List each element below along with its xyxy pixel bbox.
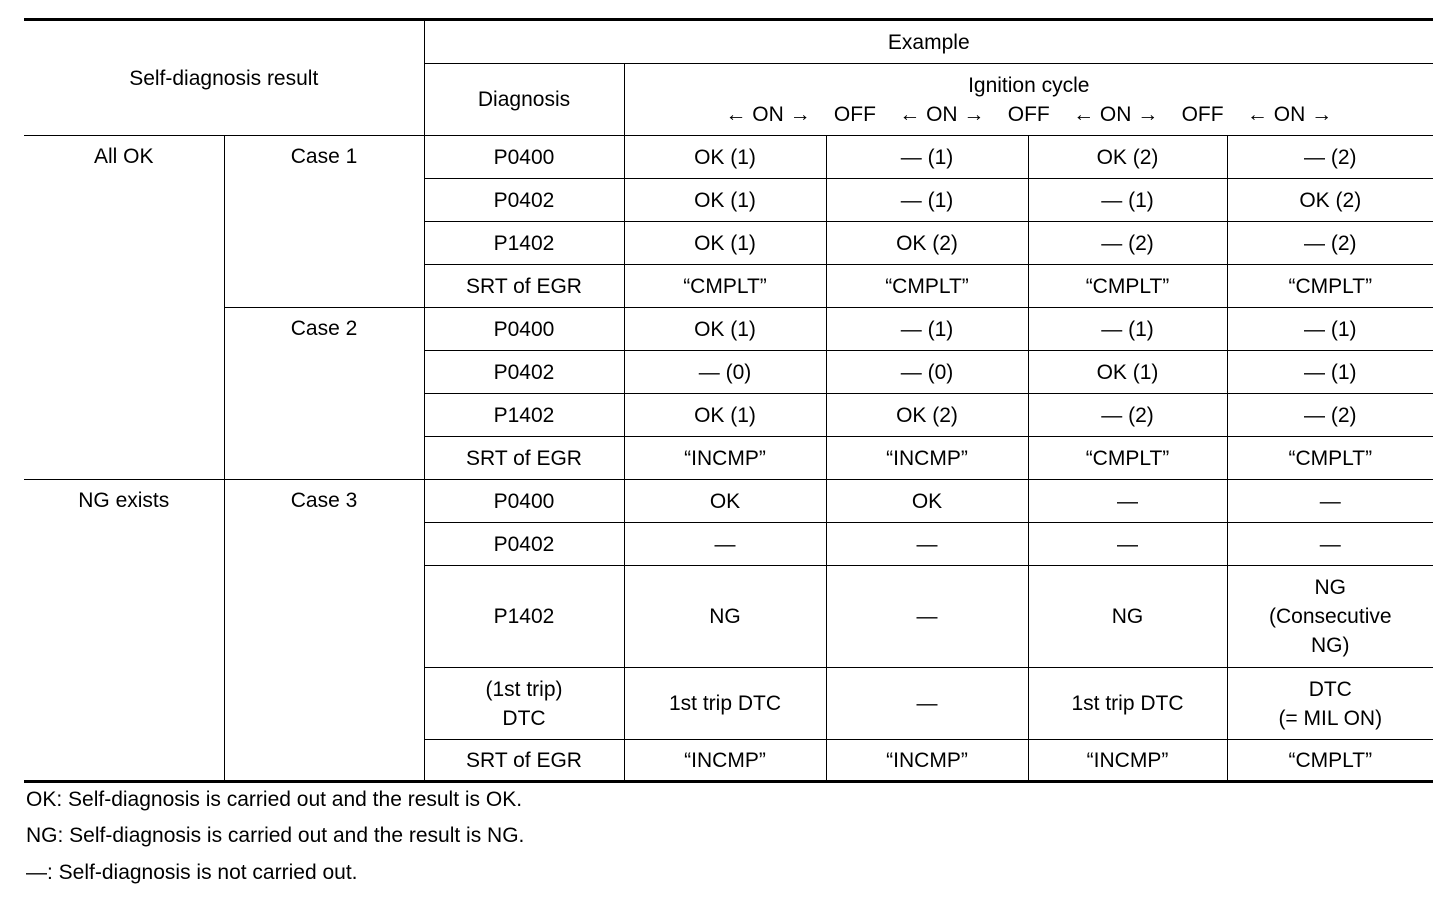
ignition-result-cell: OK (1) xyxy=(624,394,826,437)
ignition-result-cell: “CMPLT” xyxy=(1028,265,1227,308)
ignition-result-cell: — (2) xyxy=(1227,394,1433,437)
ignition-result-cell: NG xyxy=(1028,566,1227,668)
ignition-result-cell: — (1) xyxy=(826,136,1028,179)
diagnosis-cell: SRT of EGR xyxy=(424,437,624,480)
ignition-result-cell: — xyxy=(1028,480,1227,523)
ignition-result-cell: “CMPLT” xyxy=(624,265,826,308)
ignition-result-cell: — xyxy=(826,668,1028,740)
note-ng: NG: Self-diagnosis is carried out and the result is NG. xyxy=(26,824,525,847)
ignition-result-cell: — (0) xyxy=(624,351,826,394)
ignition-result-cell: OK xyxy=(624,480,826,523)
ignition-result-cell: OK (1) xyxy=(624,179,826,222)
diagnosis-cell: SRT of EGR xyxy=(424,740,624,782)
ignition-result-cell: — (2) xyxy=(1227,222,1433,265)
ignition-result-cell: “INCMP” xyxy=(624,740,826,782)
header-example: Example xyxy=(424,20,1433,64)
diagnosis-cell: P0400 xyxy=(424,480,624,523)
table-row xyxy=(24,136,1433,179)
ignition-result-cell: OK (1) xyxy=(624,222,826,265)
ignition-result-cell: — (1) xyxy=(1227,351,1433,394)
ignition-result-cell: — xyxy=(826,566,1028,668)
ignition-result-cell: “INCMP” xyxy=(1028,740,1227,782)
header-self-diagnosis-result: Self-diagnosis result xyxy=(24,20,424,136)
ignition-result-cell: NG (Consecutive NG) xyxy=(1227,566,1433,668)
ignition-result-cell: OK (1) xyxy=(624,308,826,351)
ignition-result-cell: — xyxy=(1028,523,1227,566)
ignition-result-cell: — xyxy=(624,523,826,566)
ignition-result-cell: — xyxy=(1227,480,1433,523)
group-label: All OK xyxy=(24,136,224,480)
header-diagnosis: Diagnosis xyxy=(424,64,624,136)
diagnosis-cell: P1402 xyxy=(424,222,624,265)
ignition-result-cell: “INCMP” xyxy=(624,437,826,480)
ignition-result-cell: OK (2) xyxy=(1227,179,1433,222)
diagnosis-cell: P1402 xyxy=(424,394,624,437)
ignition-result-cell: “CMPLT” xyxy=(1028,437,1227,480)
ignition-result-cell: — (2) xyxy=(1227,136,1433,179)
case-label: Case 1 xyxy=(224,136,424,308)
ignition-result-cell: DTC (= MIL ON) xyxy=(1227,668,1433,740)
diagnosis-cell: P0402 xyxy=(424,351,624,394)
case-label: Case 2 xyxy=(224,308,424,480)
ignition-result-cell: — (2) xyxy=(1028,222,1227,265)
ignition-result-cell: “INCMP” xyxy=(826,740,1028,782)
ignition-result-cell: OK (2) xyxy=(826,394,1028,437)
ignition-result-cell: — (1) xyxy=(826,308,1028,351)
ignition-result-cell: 1st trip DTC xyxy=(624,668,826,740)
ignition-result-cell: OK (2) xyxy=(1028,136,1227,179)
ignition-result-cell: — (1) xyxy=(826,179,1028,222)
ignition-result-cell: — xyxy=(1227,523,1433,566)
ignition-result-cell: “CMPLT” xyxy=(1227,437,1433,480)
note-ok: OK: Self-diagnosis is carried out and the result is OK. xyxy=(26,788,523,811)
self-diagnosis-table xyxy=(24,18,1433,783)
ignition-result-cell: 1st trip DTC xyxy=(1028,668,1227,740)
ignition-result-cell: — xyxy=(826,523,1028,566)
diagnosis-cell: P0400 xyxy=(424,136,624,179)
diagnosis-cell: P1402 xyxy=(424,566,624,668)
note-not-carried-out: —: Self-diagnosis is not carried out. xyxy=(26,861,358,884)
diagnosis-cell: SRT of EGR xyxy=(424,265,624,308)
ignition-cycle-sequence: ← ON → OFF ← ON → OFF ← ON → OFF ← ON → xyxy=(725,102,1333,126)
ignition-result-cell: “CMPLT” xyxy=(826,265,1028,308)
ignition-result-cell: — (0) xyxy=(826,351,1028,394)
ignition-result-cell: — (1) xyxy=(1028,308,1227,351)
ignition-result-cell: — (1) xyxy=(1227,308,1433,351)
group-label: NG exists xyxy=(24,480,224,782)
table-row xyxy=(24,308,1433,351)
table-row xyxy=(24,480,1433,523)
ignition-result-cell: OK (1) xyxy=(624,136,826,179)
ignition-result-cell: OK (1) xyxy=(1028,351,1227,394)
diagnosis-cell: P0402 xyxy=(424,523,624,566)
ignition-result-cell: — (2) xyxy=(1028,394,1227,437)
ignition-result-cell: “INCMP” xyxy=(826,437,1028,480)
ignition-cycle-label: Ignition cycle xyxy=(968,73,1090,97)
header-ignition-cycle xyxy=(624,64,1433,136)
ignition-result-cell: OK xyxy=(826,480,1028,523)
ignition-result-cell: “CMPLT” xyxy=(1227,265,1433,308)
diagnosis-cell: P0400 xyxy=(424,308,624,351)
case-label: Case 3 xyxy=(224,480,424,782)
ignition-result-cell: “CMPLT” xyxy=(1227,740,1433,782)
ignition-result-cell: OK (2) xyxy=(826,222,1028,265)
diagnosis-cell: P0402 xyxy=(424,179,624,222)
ignition-result-cell: — (1) xyxy=(1028,179,1227,222)
ignition-result-cell: NG xyxy=(624,566,826,668)
diagnosis-cell: (1st trip) DTC xyxy=(424,668,624,740)
